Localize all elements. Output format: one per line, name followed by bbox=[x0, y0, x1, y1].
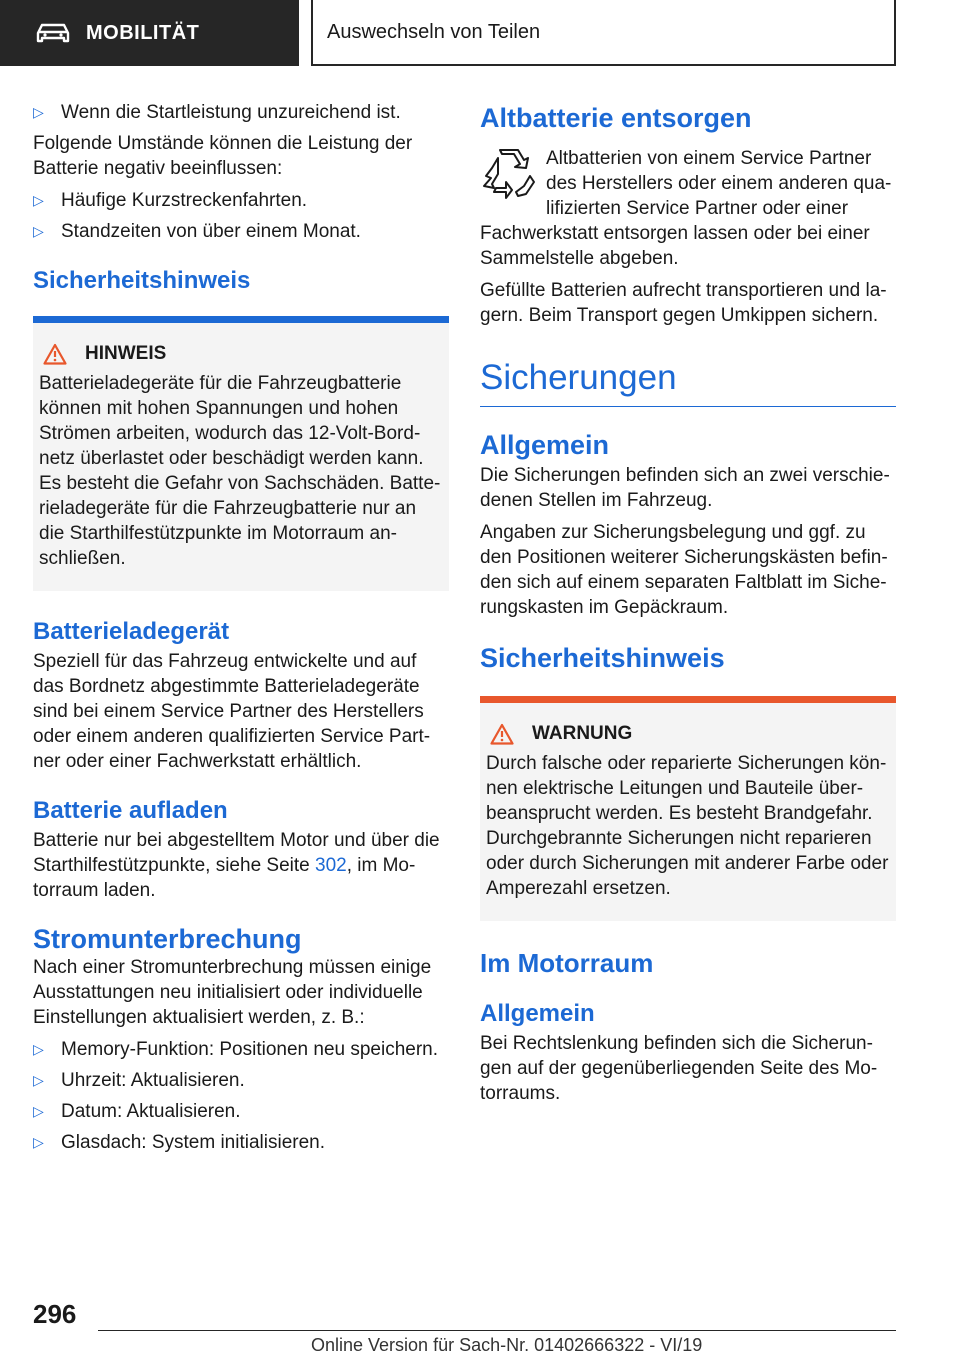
footer-rule bbox=[98, 1330, 896, 1331]
list-item: ▷ Häufige Kurzstreckenfahrten. bbox=[33, 190, 308, 211]
footer-online-version: Online Version für Sach-Nr. 01402666322 - VI/19 bbox=[311, 1335, 703, 1355]
warning-text: Durch falsche oder reparierte Sicherungen können elektrische Leitungen und Bauteile überbeansprucht werden. Es besteht Brandgefahr. Durchgebrannte Sicherungen nicht reparieren oder durch Sicherungen mit anderer Farbe oder Amperezahl ersetzen. bbox=[486, 753, 889, 899]
triangle-bullet-icon: ▷ bbox=[33, 192, 44, 208]
warning-triangle-icon bbox=[490, 723, 514, 745]
list-item: ▷ Uhrzeit: Aktualisieren. bbox=[33, 1070, 245, 1091]
triangle-bullet-icon: ▷ bbox=[33, 104, 44, 120]
car-icon bbox=[36, 21, 70, 45]
right-column bbox=[480, 102, 896, 1113]
paragraph: Batterie nur bei abgestelltem Motor und über die Starthilfestützpunkte, siehe Seite 302, im Motorraum laden. bbox=[33, 830, 440, 901]
page-number: 296 bbox=[33, 1299, 77, 1329]
warning-triangle-icon bbox=[43, 343, 67, 365]
chapter-title: Auswechseln von Teilen bbox=[327, 20, 541, 43]
heading-sicherheitshinweis-2: Sicherheitshinweis bbox=[480, 643, 725, 673]
list-item: ▷ Wenn die Startleistung unzureichend ist. bbox=[33, 102, 401, 123]
paragraph: Speziell für das Fahrzeug entwickelte und auf das Bordnetz abgestimmte Batterieladegeräte sind bei einem Service Partner des Herstellers oder einem anderen qualifizierten Service Partner oder einer Fachwerkstatt erhältlich. bbox=[33, 651, 431, 772]
warning-box bbox=[480, 696, 896, 921]
page-header bbox=[0, 0, 960, 66]
paragraph: Bei Rechtslenkung befinden sich die Sicherungen auf der gegenüberliegenden Seite des Motorraums. bbox=[480, 1033, 878, 1104]
list-item: ▷ Datum: Aktualisieren. bbox=[33, 1101, 241, 1122]
warning-title: WARNUNG bbox=[486, 723, 890, 745]
note-text: Batterieladegeräte für die Fahrzeugbatterie können mit hohen Spannungen und hohen Strömen arbeiten, wodurch das 12-Volt-Bordnetz überlastet oder beschädigt werden kann. Es besteht die Gefahr von Sachschäden. Batterieladegeräte für die Fahrzeugbatterie nur an die Starthilfestützpunkte im Motorraum anschließen. bbox=[39, 373, 441, 569]
triangle-bullet-icon: ▷ bbox=[33, 1103, 44, 1119]
paragraph: Gefüllte Batterien aufrecht transportieren und lagern. Beim Transport gegen Umkippen sichern. bbox=[480, 280, 887, 326]
list-item: ▷ Glasdach: System initialisieren. bbox=[33, 1132, 325, 1153]
heading-im-motorraum: Im Motorraum bbox=[480, 948, 654, 978]
page-link-302[interactable]: 302 bbox=[315, 855, 347, 876]
paragraph: Folgende Umstände können die Leistung der Batterie negativ beeinflussen: bbox=[33, 133, 413, 179]
list-item: ▷ Memory-Funktion: Positionen neu speichern. bbox=[33, 1039, 439, 1060]
triangle-bullet-icon: ▷ bbox=[33, 1072, 44, 1088]
paragraph: Die Sicherungen befinden sich an zwei verschiedenen Stellen im Fahrzeug. bbox=[480, 465, 890, 511]
heading-sicherheitshinweis: Sicherheitshinweis bbox=[33, 267, 251, 294]
chapter-title-box bbox=[311, 0, 896, 66]
triangle-bullet-icon: ▷ bbox=[33, 223, 44, 239]
paragraph: Nach einer Stromunterbrechung müssen einige Ausstattungen neu initialisiert oder individuelle Einstellungen aktualisiert werden, z. B.: bbox=[33, 957, 432, 1028]
heading-allgemein-2: Allgemein bbox=[480, 1000, 595, 1027]
heading-batterieladegeraet: Batterieladegerät bbox=[33, 618, 230, 645]
heading-allgemein: Allgemein bbox=[480, 430, 610, 460]
left-column bbox=[33, 100, 449, 1161]
section-tab bbox=[0, 0, 299, 66]
note-box bbox=[33, 316, 449, 591]
paragraph: Angaben zur Sicherungsbelegung und ggf. zu den Positionen weiterer Sicherungskästen befinden sich auf einem separaten Faltblatt im Sicherungskasten im Gepäckraum. bbox=[480, 522, 888, 618]
triangle-bullet-icon: ▷ bbox=[33, 1041, 44, 1057]
list-item: ▷ Standzeiten von über einem Monat. bbox=[33, 221, 361, 242]
section-title: MOBILITÄT bbox=[86, 21, 200, 44]
heading-batterie-aufladen: Batterie aufladen bbox=[33, 797, 228, 824]
heading-sicherungen: Sicherungen bbox=[480, 358, 677, 397]
recycle-icon bbox=[480, 146, 536, 202]
heading-altbatterie-entsorgen: Altbatterie entsorgen bbox=[480, 103, 752, 133]
triangle-bullet-icon: ▷ bbox=[33, 1134, 44, 1150]
paragraph-altbatterie: Altbatterien von einem Service Partner des Herstellers oder einem anderen qualifizierten Service Partner oder einer Fachwerkstatt entsorgen lassen oder bei einer Sammelstelle abgeben. bbox=[480, 148, 892, 269]
heading-rule bbox=[480, 406, 896, 407]
heading-stromunterbrechung: Stromunterbrechung bbox=[33, 924, 302, 954]
note-title: HINWEIS bbox=[39, 343, 443, 365]
